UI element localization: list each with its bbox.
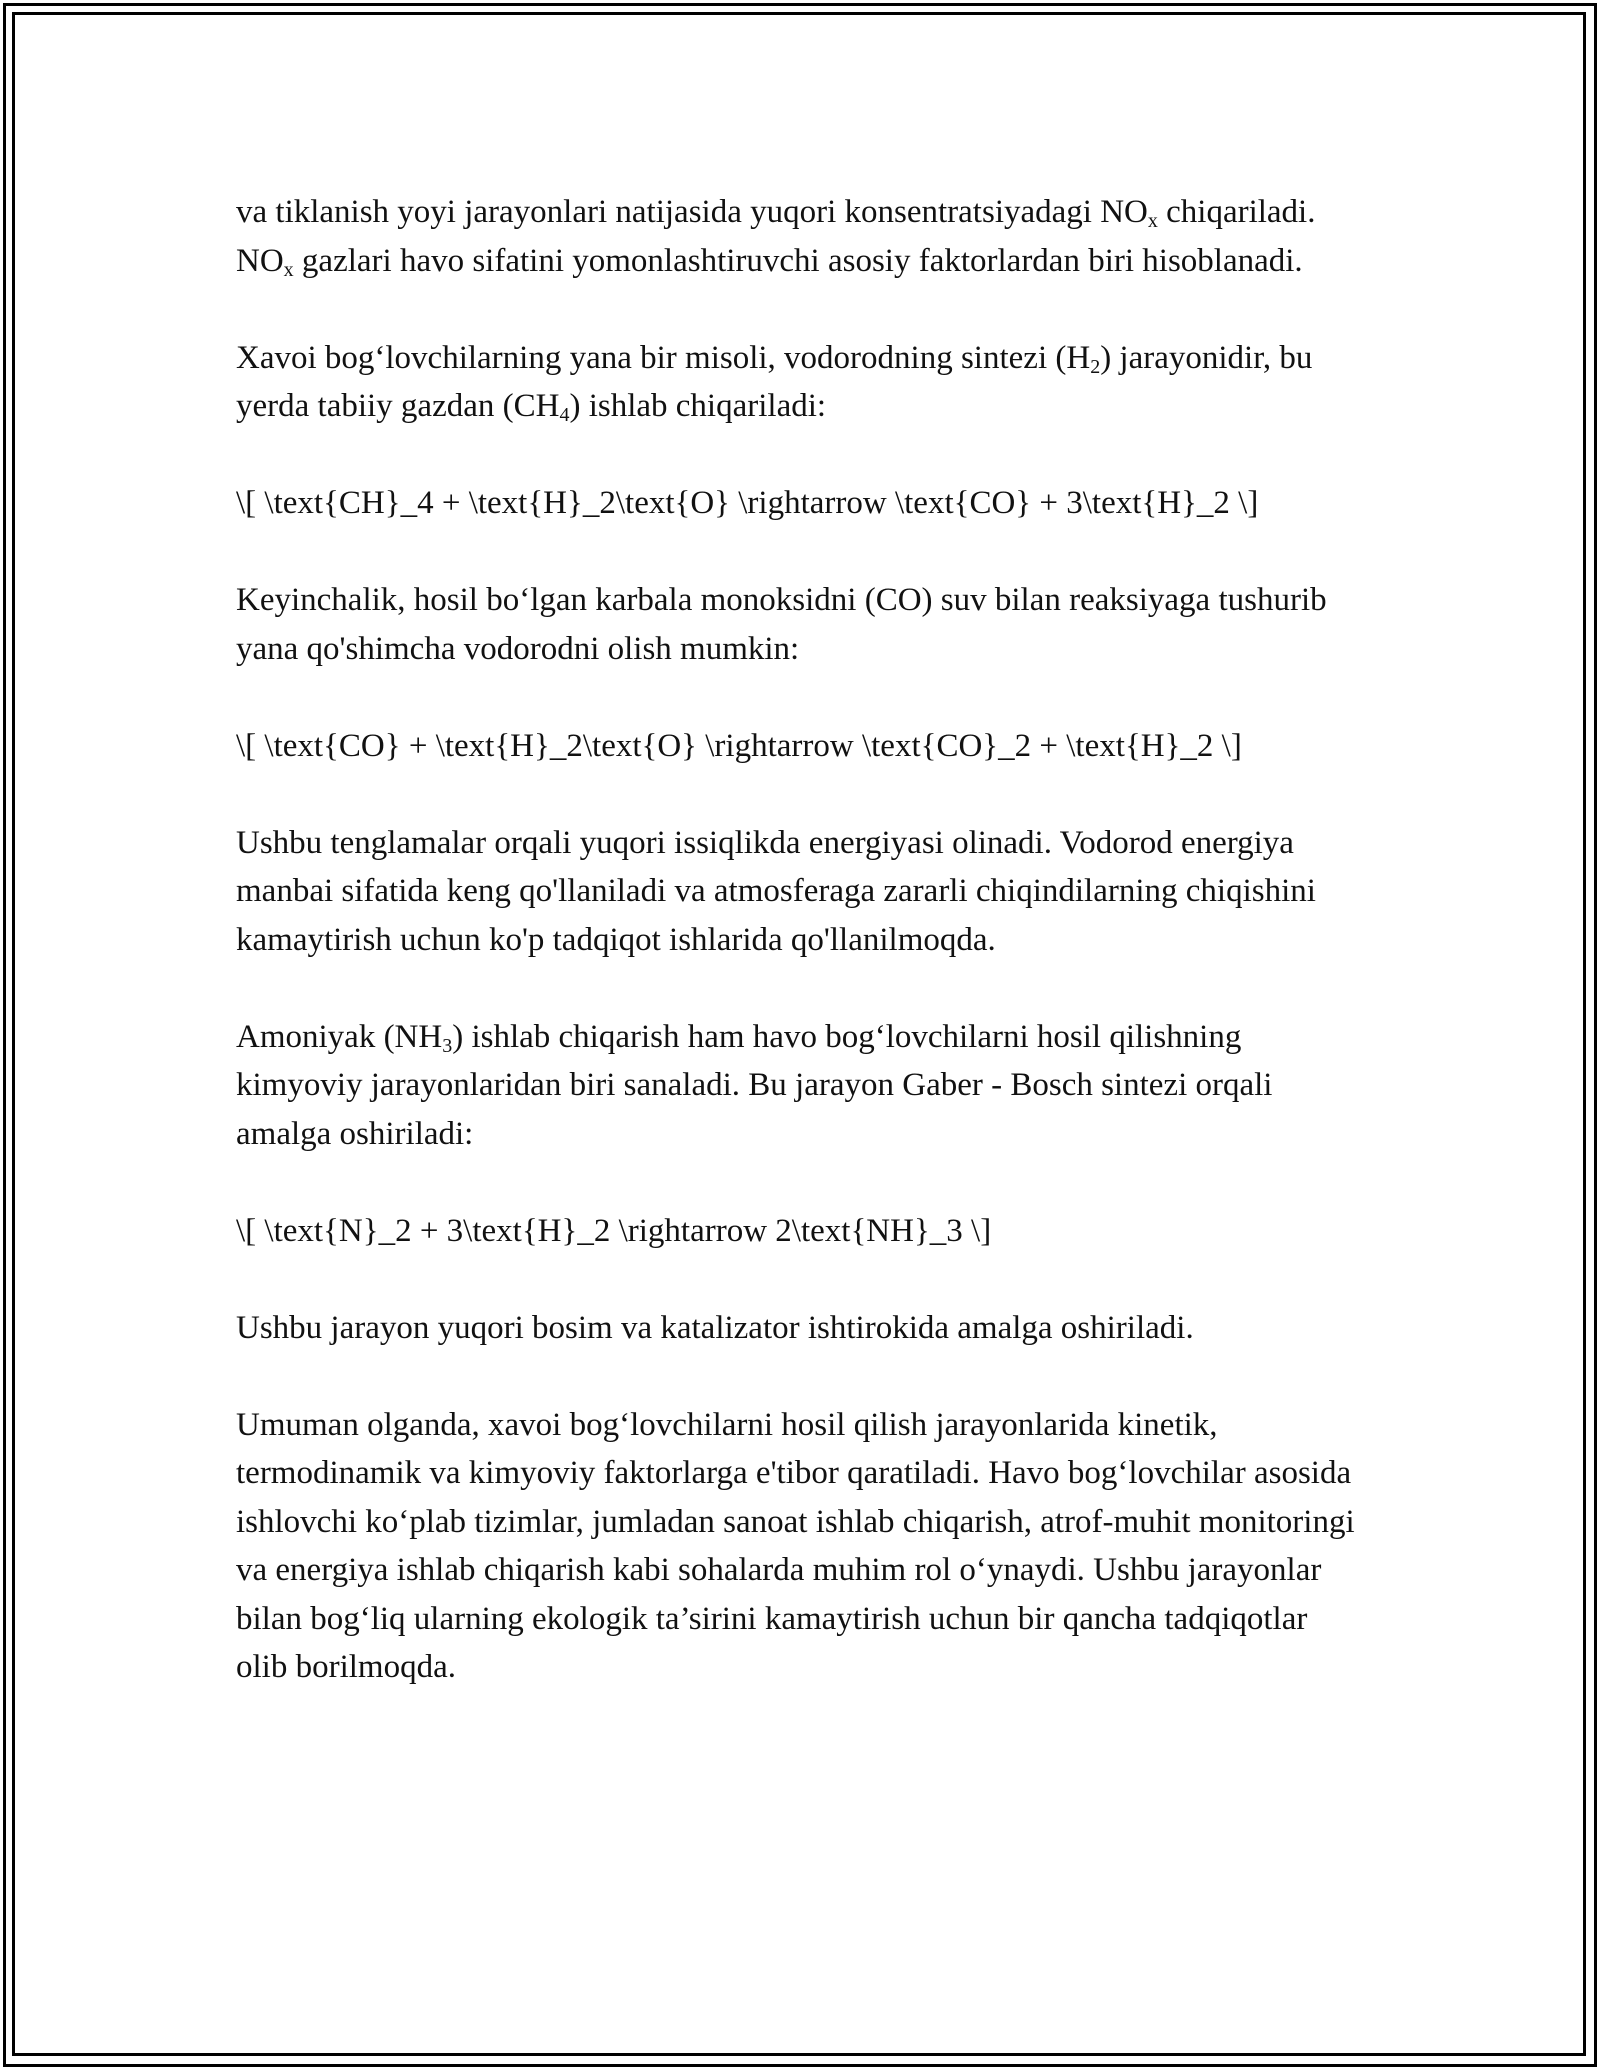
equation-methane-reforming: \[ \text{CH}_4 + \text{H}_2\text{O} \rightarrow \text{CO} + 3\text{H}_2 \] [236, 485, 1259, 521]
equation-haber-bosch: \[ \text{N}_2 + 3\text{H}_2 \rightarrow 2\text{NH}_3 \] [236, 1212, 992, 1249]
paragraph-nox-emissions: va tiklanish yoyi jarayonlari natijasida yuqori konsentratsiyadagi $NO_x$ chiqariladi. $NO_x$ gazlari havo sifatini yomonlashtiruvchi asosiy faktorlardan biri hisoblanadi. [236, 194, 1316, 281]
subscript: x [283, 258, 294, 281]
paragraph-ammonia: Amoniyak $(NH_3)$ ishlab chiqarish ham havo bog‘lovchilarni hosil qilishning kimyoviy jarayonlaridan biri sanaladi. Bu jarayon Gaber - Bosch sintezi orqali amalga oshiriladi: [236, 1018, 1273, 1152]
paragraph-co-reaction: Keyinchalik, hosil bo‘lgan karbala monoksidni (CO) suv bilan reaksiyaga tushurib yana qo'shimcha vodorodni olish mumkin: [236, 582, 1327, 667]
subscript: 4 [559, 404, 570, 426]
paragraph-hydrogen-energy: Ushbu tenglamalar orqali yuqori issiqlikda energiyasi olinadi. Vodorod energiya manbai sifatida keng qo'llaniladi va atmosferaga zararli chiqindilarning chiqishini kamaytirish uchun ko'p tadqiqot ishlarida qo'llanilmoqda. [236, 824, 1316, 958]
subscript: 3 [442, 1034, 453, 1057]
paragraph-conclusion: Umuman olganda, xavoi bog‘lovchilarni hosil qilish jarayonlarida kinetik, termodinamik va kimyoviy faktorlarga e'tibor qaratiladi. Havo bog‘lovchilar asosida ishlovchi ko‘plab tizimlar, jumladan sanoat ishlab chiqarish, atrof-muhit monitoringi va energiya ishlab chiqarish kabi sohalarda muhim rol o‘ynaydi. Ushbu jarayonlar bilan bog‘liq ularning ekologik ta’sirini kamaytirish uchun bir qancha tadqiqotlar olib borilmoqda. [236, 1406, 1355, 1685]
paragraph-pressure-catalyst: Ushbu jarayon yuqori bosim va katalizator ishtirokida amalga oshiriladi. [236, 1309, 1194, 1346]
subscript: x [1147, 210, 1158, 232]
equation-water-gas-shift: \[ \text{CO} + \text{H}_2\text{O} \rightarrow \text{CO}_2 + \text{H}_2 \] [236, 727, 1242, 764]
document-body [236, 188, 1366, 1740]
subscript: 2 [1090, 355, 1101, 378]
paragraph-hydrogen-synthesis: Xavoi bog‘lovchilarning yana bir misoli, vodorodning sintezi $(H_2)$ jarayonidir, bu yerda tabiiy gazdan $(CH_4)$ ishlab chiqariladi: [236, 339, 1313, 426]
